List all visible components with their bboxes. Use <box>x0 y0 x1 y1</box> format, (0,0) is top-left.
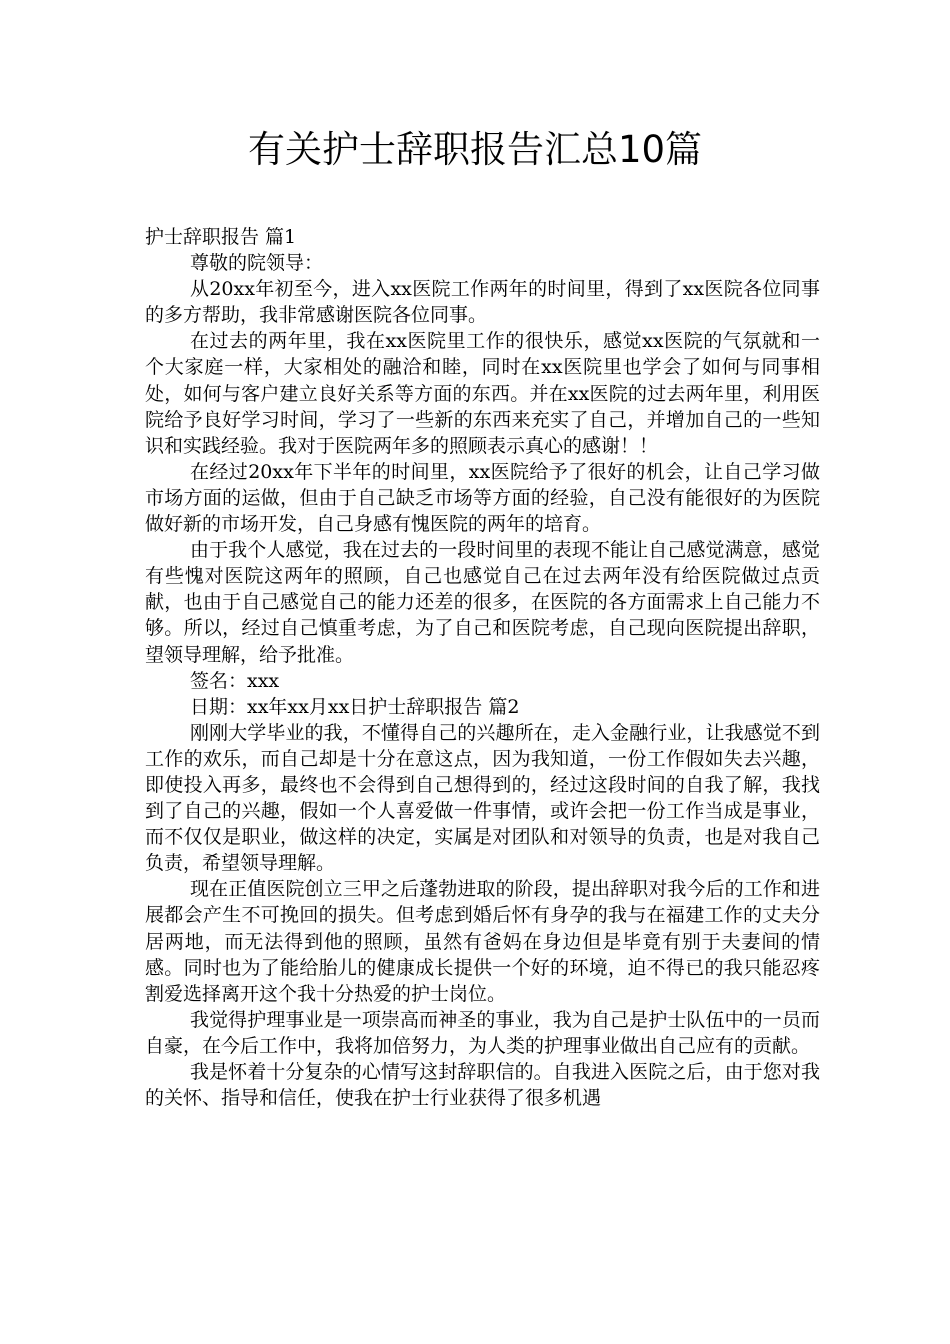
body-paragraph: 在经过20xx年下半年的时间里，xx医院给予了很好的机会，让自己学习做市场方面的运做，但由于自己缺乏市场等方面的经验，自己没有能很好的为医院做好新的市场开发，自己身感有愧医院的两年的培育。 <box>145 460 820 536</box>
body-paragraph: 尊敬的院领导： <box>190 252 324 275</box>
body-paragraph: 护士辞职报告 篇1 <box>145 226 297 248</box>
body-paragraph: 我觉得护理事业是一项崇高而神圣的事业，我为自己是护士队伍中的一员而自豪，在今后工作中，我将加倍努力，为人类的护理事业做出自己应有的贡献。 <box>145 1008 820 1057</box>
document-title: 有关护士辞职报告汇总10篇 <box>247 128 703 171</box>
body-paragraph: 刚刚大学毕业的我，不懂得自己的兴趣所在，走入金融行业，让我感觉不到工作的欢乐，而自己却是十分在意这点，因为我知道，一份工作假如失去兴趣，即使投入再多，最终也不会得到自己想得到的，经过这段时间的自我了解，我找到了自己的兴趣，假如一个人喜爱做一件事情，或许会把一份工作当成是事业，而不仅仅是职业，做这样的决定，实属是对团队和对领导的负责，也是对我自己负责，希望领导理解。 <box>145 721 820 875</box>
body-paragraph: 签名：xxx <box>190 669 280 692</box>
body-paragraph: 从20xx年初至今，进入xx医院工作两年的时间里，得到了xx医院各位同事的多方帮助，我非常感谢医院各位同事。 <box>145 278 820 327</box>
body-paragraph: 我是怀着十分复杂的心情写这封辞职信的。自我进入医院之后，由于您对我的关怀、指导和信任，使我在护士行业获得了很多机遇 <box>145 1061 820 1110</box>
body-paragraph: 现在正值医院创立三甲之后蓬勃进取的阶段，提出辞职对我今后的工作和进展都会产生不可挽回的损失。但考虑到婚后怀有身孕的我与在福建工作的丈夫分居两地，而无法得到他的照顾，虽然有爸妈在身边但是毕竟有别于夫妻间的情感。同时也为了能给胎儿的健康成长提供一个好的环境，迫不得已的我只能忍疼割爱选择离开这个我十分热爱的护士岗位。 <box>145 878 820 1005</box>
document-body <box>145 224 820 1111</box>
body-paragraph: 在过去的两年里，我在xx医院里工作的很快乐，感觉xx医院的气氛就和一个大家庭一样，大家相处的融洽和睦，同时在xx医院里也学会了如何与同事相处，如何与客户建立良好关系等方面的东西。并在xx医院的过去两年里，利用医院给予良好学习时间，学习了一些新的东西来充实了自己，并增加自己的一些知识和实践经验。我对于医院两年多的照顾表示真心的感谢！！ <box>145 330 820 457</box>
body-paragraph: 由于我个人感觉，我在过去的一段时间里的表现不能让自己感觉满意，感觉有些愧对医院这两年的照顾，自己也感觉自己在过去两年没有给医院做过点贡献，也由于自己感觉自己的能力还差的很多，在医院的各方面需求上自己能力不够。所以，经过自己慎重考虑，为了自己和医院考虑，自己现向医院提出辞职，望领导理解，给予批准。 <box>145 539 820 666</box>
body-paragraph: 日期：xx年xx月xx日护士辞职报告 篇2 <box>190 695 520 718</box>
